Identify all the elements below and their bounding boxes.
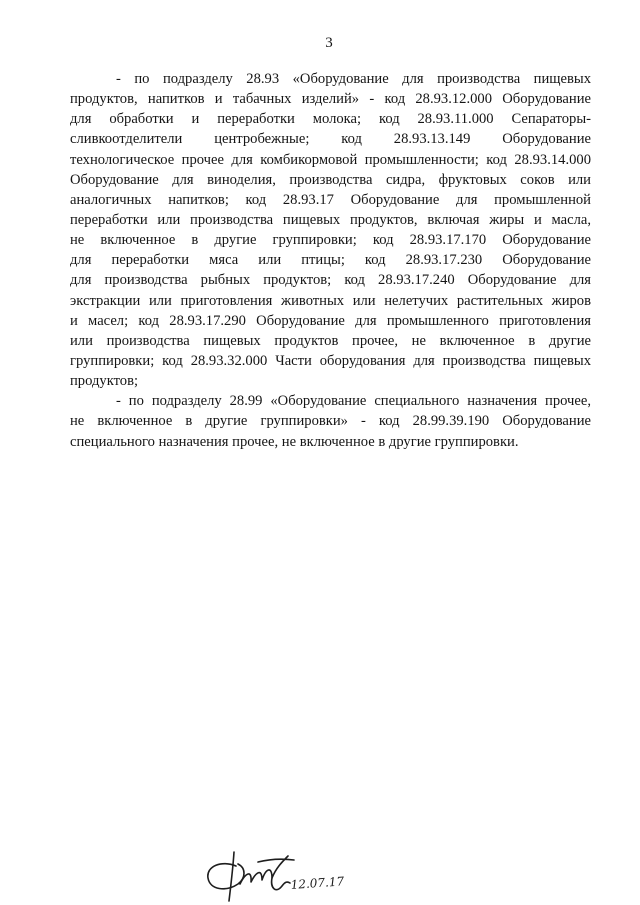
text-line: и масел; код 28.93.17.290 Оборудование для промышленного приготовления: [70, 312, 591, 329]
text-line: - по подразделу 28.93 «Оборудование для производства пищевых: [116, 71, 591, 87]
text-line: технологическое прочее для комбикормовой промышленности; код 28.93.14.000: [70, 151, 591, 168]
text-line: для производства рыбных продуктов; код 28.93.17.240 Оборудование для: [70, 272, 591, 289]
text-line: сливкоотделители центробежные; код 28.93.13.149 Оборудование: [70, 131, 591, 148]
handwritten-signature: [195, 845, 375, 905]
text-line: для обработки и переработки молока; код 28.93.11.000 Сепараторы-: [70, 111, 591, 128]
page-number: 3: [325, 35, 333, 51]
text-line: переработки или производства пищевых продуктов, включая жиры и масла,: [70, 211, 591, 228]
text-line: специального назначения прочее, не включенное в другие группировки.: [70, 433, 519, 450]
text-line: аналогичных напитков; код 28.93.17 Оборудование для промышленной: [70, 191, 591, 208]
text-line: не включенное в другие группировки; код 28.93.17.170 Оборудование: [70, 232, 591, 249]
text-line: - по подразделу 28.99 «Оборудование специального назначения прочее,: [116, 393, 591, 410]
signature-stroke: [208, 864, 244, 889]
document-body: [70, 69, 591, 452]
text-line: для переработки мяса или птицы; код 28.93.17.230 Оборудование: [70, 252, 591, 269]
text-line: экстракции или приготовления животных или нелетучих растительных жиров: [70, 292, 591, 309]
signature-stroke: [272, 878, 290, 890]
text-line: продуктов;: [70, 373, 139, 390]
paragraph-subsection-28-99: [70, 391, 591, 451]
text-line: продуктов, напитков и табачных изделий» - код 28.93.12.000 Оборудование: [70, 91, 591, 108]
text-line: или производства пищевых продуктов прочее, не включенное в другие: [70, 332, 591, 349]
text-line: группировки; код 28.93.32.000 Части оборудования для производства пищевых: [70, 352, 591, 369]
text-line: Оборудование для виноделия, производства сидра, фруктовых соков или: [70, 171, 591, 188]
text-line: не включенное в другие группировки» - код 28.99.39.190 Оборудование: [70, 413, 591, 430]
signature-stroke: [229, 852, 234, 901]
signature-stroke: [258, 859, 294, 862]
paragraph-subsection-28-93: [70, 69, 591, 391]
signature-date: 12.07.17: [290, 874, 345, 892]
